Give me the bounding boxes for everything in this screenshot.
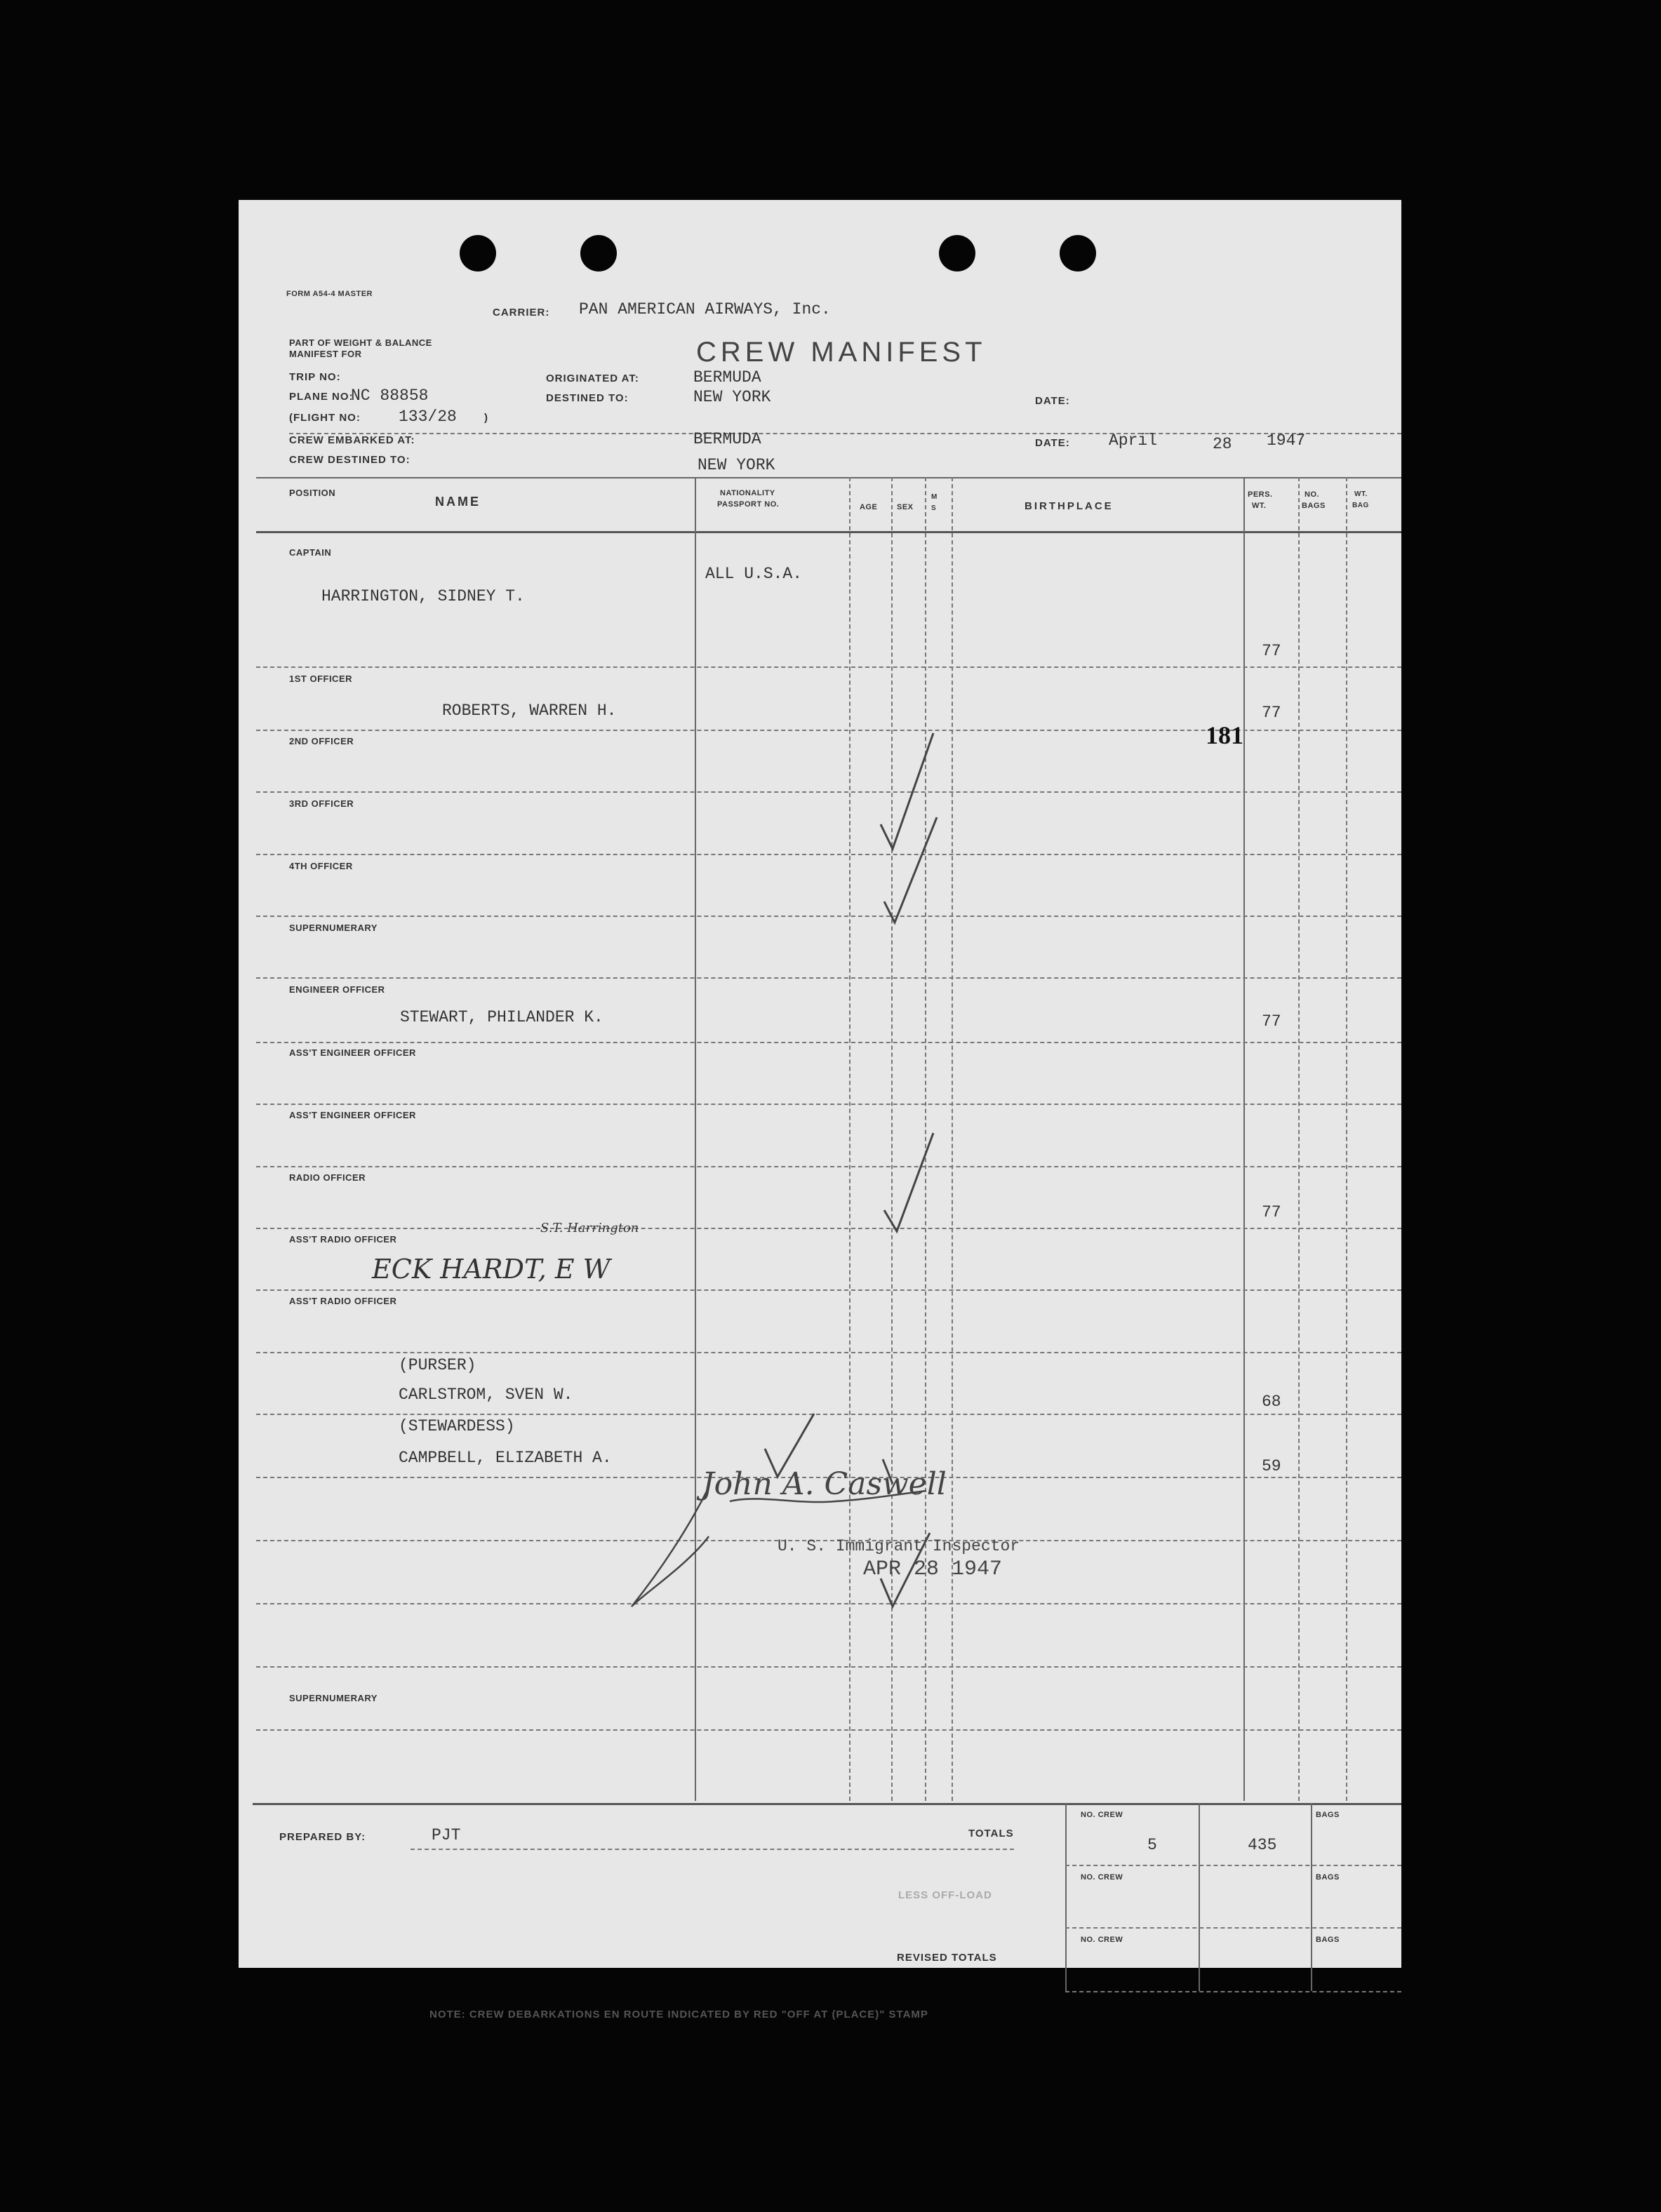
row-divider	[256, 977, 1401, 979]
bags-label: BAGS	[1316, 1873, 1340, 1882]
row-divider	[256, 1228, 1401, 1229]
col-ms-m: M	[931, 493, 938, 501]
position-label: ASS'T ENGINEER OFFICER	[289, 1047, 416, 1058]
position-label: ASS'T RADIO OFFICER	[289, 1296, 397, 1306]
page-title: CREW MANIFEST	[696, 337, 987, 368]
position-label: CAPTAIN	[289, 547, 332, 558]
row-divider	[256, 1289, 1401, 1291]
col-ms-s: S	[931, 504, 937, 512]
row-divider	[256, 1352, 1401, 1353]
totals-row-line	[1065, 1865, 1401, 1866]
col-bags: BAGS	[1302, 502, 1326, 510]
col-wt2: WT.	[1354, 490, 1368, 498]
col-birthplace: BIRTHPLACE	[1025, 500, 1114, 512]
divider	[289, 433, 1401, 434]
revised-totals-label: REVISED TOTALS	[897, 1952, 997, 1964]
row-divider	[256, 1166, 1401, 1167]
weight-value: 77	[1262, 642, 1281, 660]
col-name: NAME	[435, 495, 481, 509]
plane-label: PLANE NO:	[289, 391, 354, 403]
col-wt: WT.	[1252, 502, 1267, 510]
handwritten-name: ECK HARDT, E W	[372, 1254, 611, 1285]
crew-role: (STEWARDESS)	[399, 1417, 515, 1435]
position-label: 2ND OFFICER	[289, 736, 354, 746]
punch-hole	[939, 235, 975, 272]
column-line	[1346, 477, 1347, 1801]
weight-value: 77	[1262, 1203, 1281, 1221]
crew-name: HARRINGTON, SIDNEY T.	[321, 587, 525, 605]
flight-close: )	[484, 412, 488, 424]
col-passport: PASSPORT NO.	[717, 500, 780, 509]
position-label: ENGINEER OFFICER	[289, 984, 385, 995]
weight-value: 77	[1262, 1012, 1281, 1031]
flight-label: (FLIGHT NO:	[289, 412, 361, 424]
part-of-label-2: MANIFEST FOR	[289, 349, 362, 359]
col-no: NO.	[1305, 490, 1320, 499]
crew-name: CARLSTROM, SVEN W.	[399, 1386, 573, 1404]
destined-label: DESTINED TO:	[546, 392, 629, 404]
trip-label: TRIP NO:	[289, 371, 341, 383]
plane-number: NC 88858	[351, 387, 429, 405]
position-label: RADIO OFFICER	[289, 1172, 366, 1183]
no-crew-label: NO. CREW	[1081, 1873, 1123, 1882]
col-pers: PERS.	[1248, 490, 1273, 499]
position-label: 1ST OFFICER	[289, 673, 353, 684]
totals-row-line	[1065, 1927, 1401, 1929]
weight-value: 59	[1262, 1457, 1281, 1475]
totals-column-line	[1199, 1803, 1200, 1991]
nationality-value: ALL U.S.A.	[705, 565, 803, 583]
punch-hole	[460, 235, 496, 272]
check-mark-icon	[881, 733, 933, 849]
prepared-underline	[411, 1849, 1014, 1850]
position-label: SUPERNUMERARY	[289, 923, 378, 933]
originated-value: BERMUDA	[693, 368, 761, 387]
check-mark-icon	[884, 817, 937, 923]
totals-row-line	[1065, 1991, 1401, 1992]
punch-hole	[1060, 235, 1096, 272]
date-day: 28	[1213, 435, 1232, 453]
carrier-label: CARRIER:	[493, 307, 550, 319]
less-offload-label: LESS OFF-LOAD	[898, 1889, 992, 1901]
crew-embarked-label: CREW EMBARKED AT:	[289, 434, 415, 446]
row-divider	[256, 1104, 1401, 1105]
col-bag2: BAG	[1352, 502, 1369, 509]
weight-value: 68	[1262, 1393, 1281, 1411]
inspector-signature: John A. Caswell	[702, 1466, 947, 1502]
no-crew-label: NO. CREW	[1081, 1811, 1123, 1819]
bags-label: BAGS	[1316, 1811, 1340, 1819]
handwritten-initials: S.T. Harrington	[540, 1221, 639, 1235]
flight-number: 133/28	[399, 408, 457, 426]
part-of-label-1: PART OF WEIGHT & BALANCE	[289, 337, 432, 348]
row-divider	[256, 1042, 1401, 1043]
position-label: SUPERNUMERARY	[289, 1693, 378, 1703]
crew-destined-value: NEW YORK	[698, 456, 775, 474]
totals-label: TOTALS	[968, 1828, 1014, 1839]
col-position: POSITION	[289, 488, 336, 498]
column-line	[1298, 477, 1300, 1801]
totals-grid	[1065, 1803, 1403, 1991]
col-sex: SEX	[897, 503, 914, 511]
crew-name: CAMPBELL, ELIZABETH A.	[399, 1449, 612, 1467]
position-label: ASS'T RADIO OFFICER	[289, 1234, 397, 1245]
inspector-stamp-date: APR 28 1947	[863, 1557, 1003, 1581]
table-header-border	[256, 531, 1401, 533]
row-divider	[256, 916, 1401, 917]
crew-embarked-value: BERMUDA	[693, 430, 761, 448]
inspector-title: U. S. Immigrant Inspector	[778, 1537, 1020, 1555]
weight-value: 77	[1262, 704, 1281, 722]
date-month: April	[1109, 431, 1158, 450]
check-mark-icon	[884, 1133, 933, 1231]
total-crew-value: 5	[1147, 1836, 1157, 1854]
column-line	[1243, 477, 1245, 1801]
bags-label: BAGS	[1316, 1936, 1340, 1944]
position-label: 4TH OFFICER	[289, 861, 353, 871]
position-label: ASS'T ENGINEER OFFICER	[289, 1110, 416, 1120]
no-crew-label: NO. CREW	[1081, 1936, 1123, 1944]
row-divider	[256, 1666, 1401, 1668]
position-label: 3RD OFFICER	[289, 798, 354, 809]
col-age: AGE	[860, 503, 878, 511]
manifest-document	[239, 200, 1401, 2020]
crew-destined-label: CREW DESTINED TO:	[289, 454, 411, 466]
crew-name: STEWART, PHILANDER K.	[400, 1008, 603, 1026]
total-weight-value: 435	[1248, 1836, 1277, 1854]
date-year: 1947	[1267, 431, 1306, 450]
form-number: FORM A54-4 MASTER	[286, 290, 373, 298]
row-divider	[256, 666, 1401, 668]
table-top-border	[256, 477, 1401, 478]
col-nationality: NATIONALITY	[720, 489, 775, 497]
destined-value: NEW YORK	[693, 388, 771, 406]
prepared-by-value: PJT	[432, 1826, 461, 1844]
crew-name: ROBERTS, WARREN H.	[442, 702, 617, 720]
crew-role: (PURSER)	[399, 1356, 476, 1374]
row-divider	[256, 791, 1401, 793]
date2-label: DATE:	[1035, 437, 1070, 449]
row-divider	[256, 1729, 1401, 1731]
originated-label: ORIGINATED AT:	[546, 373, 639, 384]
prepared-by-label: PREPARED BY:	[279, 1831, 366, 1843]
weight-subtotal: 181	[1206, 721, 1243, 749]
row-divider	[256, 854, 1401, 855]
carrier-name: PAN AMERICAN AIRWAYS, Inc.	[579, 300, 831, 319]
date-label: DATE:	[1035, 395, 1070, 407]
totals-column-line	[1311, 1803, 1312, 1991]
punch-hole	[580, 235, 617, 272]
footer-note: NOTE: CREW DEBARKATIONS EN ROUTE INDICATED BY RED "OFF AT (PLACE)" STAMP	[429, 2009, 928, 2020]
